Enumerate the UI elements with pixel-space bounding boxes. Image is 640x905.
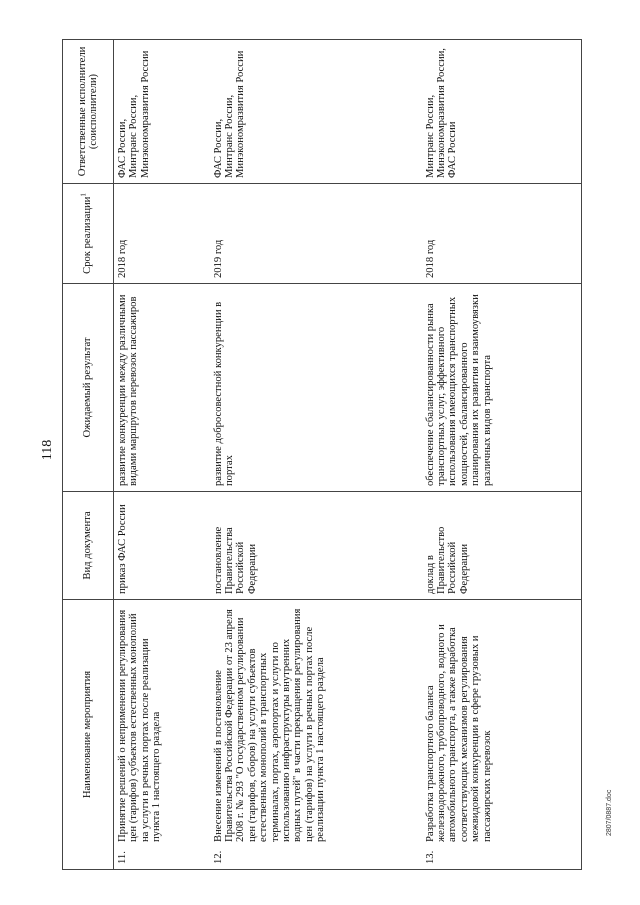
header-executors: Ответственные исполнители (соисполнители): [63, 40, 114, 184]
row-number: 11.: [117, 851, 128, 864]
header-term: [63, 184, 114, 284]
table-row: [210, 40, 422, 870]
header-term-footnote: 1: [79, 193, 88, 197]
row-result: развитие добросовестной конкуренции в портах: [210, 284, 422, 492]
row-number: 13.: [424, 850, 436, 864]
row-doc-type: постановление Правительства Российской Федерации: [210, 492, 422, 600]
table-row: [422, 40, 582, 870]
row-name-cell: [210, 600, 422, 870]
row-executors: ФАС России, Минтранс России, Минэкономразвития России: [210, 40, 422, 184]
table-row: [114, 40, 210, 870]
header-name: Наименование мероприятия: [63, 600, 114, 870]
row-result: обеспечение сбалансированности рынка транспортных услуг, эффективного использования имеющихся транспортных мощностей, сбалансированного планирования их развития и взаимоувязки различных видов транспорта: [422, 284, 582, 492]
header-doc-type: Вид документа: [63, 492, 114, 600]
row-name-cell: [114, 600, 210, 870]
header-term-label: Срок реализации: [82, 196, 94, 274]
row-doc-type: доклад в Правительство Российской Федерации: [422, 492, 582, 600]
header-result: Ожидаемый результат: [63, 284, 114, 492]
page-number: 118: [40, 439, 55, 461]
row-executors: Минтранс России, Минэкономразвития России, ФАС России: [422, 40, 582, 184]
footer-document-code: 2807/0887.doc: [606, 789, 613, 836]
row-name-cell: [422, 600, 582, 870]
table-header-row: [63, 40, 114, 870]
row-name: Внесение изменений в постановление Правительства Российской Федерации от 23 апреля 2008 г. № 293 "О государственном регулировании цен (тарифов, сборов) на услуги субъектов естественных монополий в транспортных терминалах, портах, аэропортах и услуги по использованию инфраструктуры внутренних водных путей" в части прекращения регулирования цен (тарифов) на услуги в речных портах после реализации пункта 1 настоящего раздела: [212, 608, 327, 842]
row-name: Принятие решений о неприменении регулирования цен (тарифов) субъектов естественных монополий на услуги в речных портах после реализации пункта 1 настоящего раздела: [117, 609, 163, 842]
row-term: 2019 год: [210, 184, 422, 284]
row-result: развитие конкуренции между различными видами маршрутов перевозок пассажиров: [114, 284, 210, 492]
row-doc-type: приказ ФАС России: [114, 492, 210, 600]
row-number: 12.: [212, 850, 224, 864]
action-plan-table: [62, 39, 582, 870]
row-executors: ФАС России, Минтранс России, Минэкономразвития России: [114, 40, 210, 184]
row-name: Разработка транспортного баланса железнодорожного, трубопроводного, водного и автомобильного транспорта, а также выработка соответствующих механизмов регулирования межвидовой конкуренции в сфере грузовых и пассажирских перевозок: [424, 624, 493, 842]
rotated-sheet: [40, 20, 602, 880]
row-term: 2018 год: [114, 184, 210, 284]
row-term: 2018 год: [422, 184, 582, 284]
